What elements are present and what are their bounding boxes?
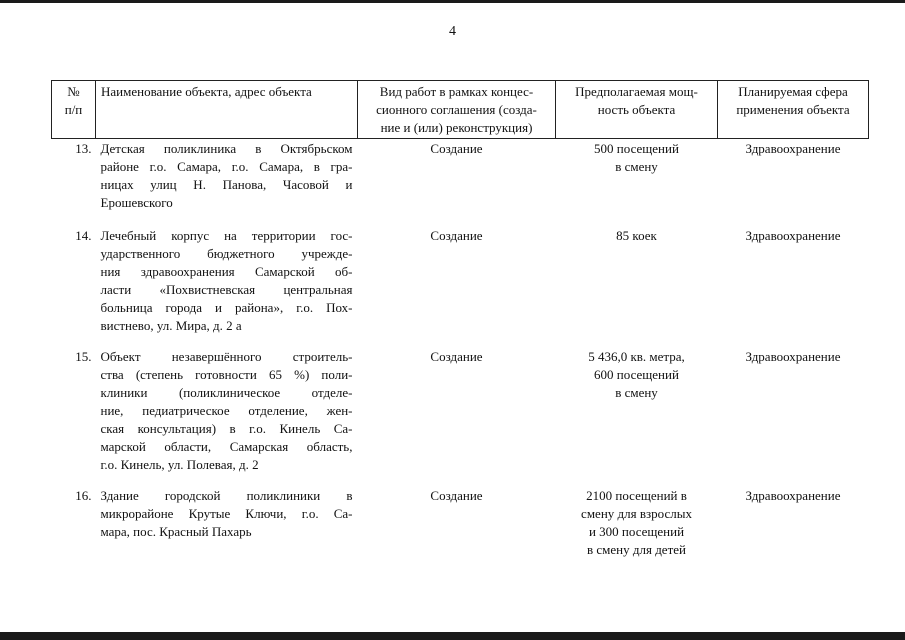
scan-top-border: [0, 0, 905, 3]
table-header-row: [52, 81, 869, 139]
table-row: [52, 347, 869, 486]
row-number: 16.: [75, 488, 92, 503]
header-capacity: Предполагаемая мощ- ность объекта: [556, 81, 718, 139]
header-work-type: Вид работ в рамках концес- сионного соглашения (созда- ние и (или) реконструкция): [358, 81, 556, 139]
row-number: 15.: [75, 349, 92, 364]
header-name: Наименование объекта, адрес объекта: [96, 81, 358, 139]
header-num: № п/п: [52, 81, 96, 139]
object-name-address: Детская поликлиника в Октябрьском районе г.о. Самара, г.о. Самара, в гра- ницах улиц Н. Панова, Часовой и Ерошевского: [100, 141, 353, 210]
object-name-address: Лечебный корпус на территории гос- ударственного бюджетного учрежде- ния здравоохранения Самарской об- ласти «Похвистневская центральная больница города и района», г.о. Пох- вистнево, ул. Мира, д. 2 а: [100, 228, 353, 333]
objects-table: [51, 80, 869, 567]
object-name-address: Здание городской поликлиники в микрорайоне Крутые Ключи, г.о. Са- мара, пос. Красный Пахарь: [100, 488, 353, 539]
header-sphere: Планируемая сфера применения объекта: [718, 81, 869, 139]
object-capacity: 5 436,0 кв. метра, 600 посещений в смену: [588, 349, 685, 400]
object-name-address: Объект незавершённого строитель- ства (степень готовности 65 %) поли- клиники (поликлиническое отделе- ние, педиатрическое отделение, жен- ская консультация) в г.о. Кинель Са- марской области, Самарская область, г.о. Кинель, ул. Полевая, д. 2: [100, 349, 353, 472]
table-row: [52, 139, 869, 227]
table-row: [52, 486, 869, 567]
work-type: Создание: [430, 349, 483, 364]
work-type: Создание: [430, 228, 483, 243]
application-sphere: Здравоохранение: [745, 141, 841, 156]
scan-bottom-border: [0, 632, 905, 640]
object-capacity: 2100 посещений в смену для взрослых и 300 посещений в смену для детей: [581, 488, 692, 557]
application-sphere: Здравоохранение: [745, 349, 841, 364]
page-number: 4: [449, 24, 456, 39]
object-capacity: 500 посещений в смену: [594, 141, 679, 174]
work-type: Создание: [430, 488, 483, 503]
application-sphere: Здравоохранение: [745, 488, 841, 503]
row-number: 13.: [75, 141, 92, 156]
row-number: 14.: [75, 228, 92, 243]
table-row: [52, 226, 869, 347]
application-sphere: Здравоохранение: [745, 228, 841, 243]
work-type: Создание: [430, 141, 483, 156]
object-capacity: 85 коек: [616, 228, 657, 243]
